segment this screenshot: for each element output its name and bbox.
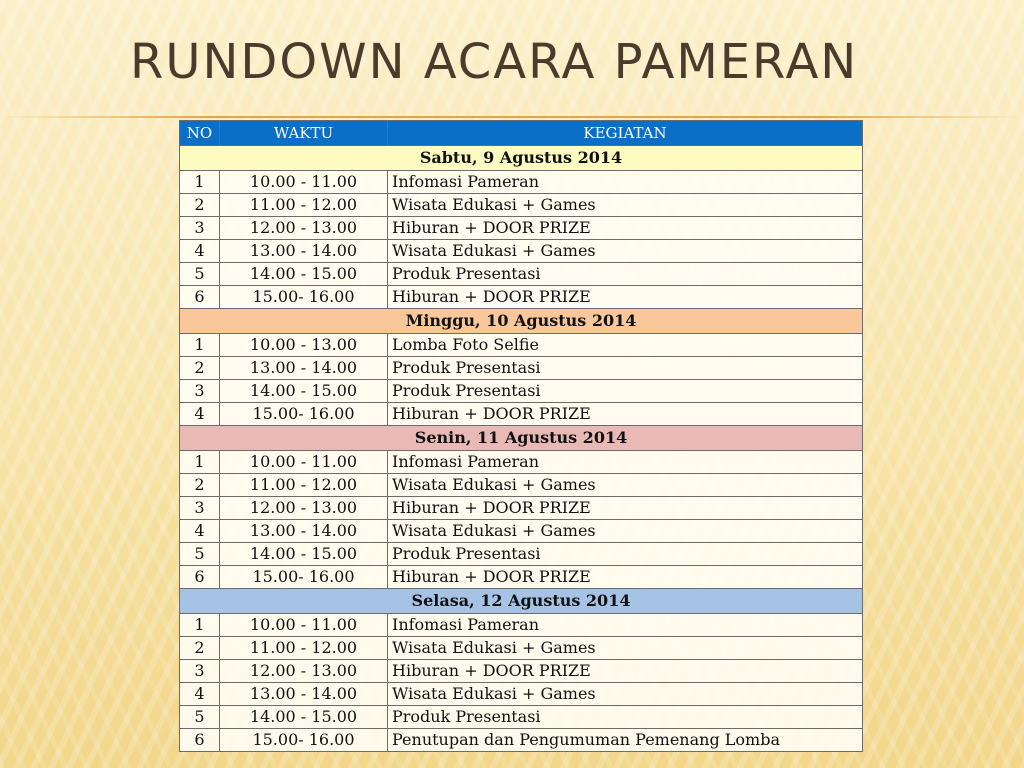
table-row	[180, 171, 863, 194]
day-label: Senin, 11 Agustus 2014	[180, 426, 863, 451]
row-waktu: 14.00 - 15.00	[220, 263, 388, 286]
day-label: Minggu, 10 Agustus 2014	[180, 309, 863, 334]
day-header-row	[180, 146, 863, 171]
table-row	[180, 403, 863, 426]
table-row	[180, 263, 863, 286]
table-row	[180, 194, 863, 217]
row-kegiatan: Hiburan + DOOR PRIZE	[388, 497, 863, 520]
row-waktu: 10.00 - 11.00	[220, 171, 388, 194]
row-kegiatan: Wisata Edukasi + Games	[388, 520, 863, 543]
row-no: 2	[180, 637, 220, 660]
table-row	[180, 566, 863, 589]
row-no: 3	[180, 497, 220, 520]
row-kegiatan: Hiburan + DOOR PRIZE	[388, 217, 863, 240]
row-no: 4	[180, 520, 220, 543]
row-kegiatan: Wisata Edukasi + Games	[388, 194, 863, 217]
row-kegiatan: Hiburan + DOOR PRIZE	[388, 286, 863, 309]
row-kegiatan: Wisata Edukasi + Games	[388, 240, 863, 263]
row-waktu: 15.00- 16.00	[220, 566, 388, 589]
row-no: 1	[180, 171, 220, 194]
row-no: 5	[180, 706, 220, 729]
row-kegiatan: Produk Presentasi	[388, 543, 863, 566]
table-body	[180, 146, 863, 752]
table-row	[180, 451, 863, 474]
row-kegiatan: Wisata Edukasi + Games	[388, 474, 863, 497]
table-row	[180, 497, 863, 520]
table-row	[180, 683, 863, 706]
row-waktu: 12.00 - 13.00	[220, 660, 388, 683]
day-label: Selasa, 12 Agustus 2014	[180, 589, 863, 614]
row-no: 5	[180, 263, 220, 286]
row-waktu: 12.00 - 13.00	[220, 497, 388, 520]
row-waktu: 13.00 - 14.00	[220, 683, 388, 706]
row-waktu: 14.00 - 15.00	[220, 706, 388, 729]
row-kegiatan: Produk Presentasi	[388, 706, 863, 729]
row-waktu: 11.00 - 12.00	[220, 194, 388, 217]
row-waktu: 11.00 - 12.00	[220, 474, 388, 497]
table-row	[180, 660, 863, 683]
row-no: 4	[180, 403, 220, 426]
table-row	[180, 520, 863, 543]
header-kegiatan: KEGIATAN	[388, 121, 863, 146]
row-no: 3	[180, 217, 220, 240]
row-kegiatan: Lomba Foto Selfie	[388, 334, 863, 357]
table-row	[180, 380, 863, 403]
table-row	[180, 217, 863, 240]
table-row	[180, 706, 863, 729]
row-no: 6	[180, 286, 220, 309]
row-waktu: 15.00- 16.00	[220, 729, 388, 752]
row-no: 6	[180, 566, 220, 589]
row-kegiatan: Produk Presentasi	[388, 380, 863, 403]
table-row	[180, 637, 863, 660]
row-waktu: 13.00 - 14.00	[220, 520, 388, 543]
day-header-row	[180, 426, 863, 451]
day-header-row	[180, 309, 863, 334]
row-no: 1	[180, 334, 220, 357]
table-row	[180, 357, 863, 380]
table-row	[180, 286, 863, 309]
row-no: 2	[180, 357, 220, 380]
table-row	[180, 614, 863, 637]
page-title: RUNDOWN ACARA PAMERAN	[130, 34, 859, 90]
row-waktu: 12.00 - 13.00	[220, 217, 388, 240]
row-waktu: 10.00 - 11.00	[220, 614, 388, 637]
row-waktu: 15.00- 16.00	[220, 286, 388, 309]
table-header	[180, 121, 863, 146]
row-kegiatan: Infomasi Pameran	[388, 614, 863, 637]
row-waktu: 13.00 - 14.00	[220, 240, 388, 263]
schedule-table	[179, 120, 863, 752]
row-waktu: 10.00 - 13.00	[220, 334, 388, 357]
row-kegiatan: Hiburan + DOOR PRIZE	[388, 566, 863, 589]
row-no: 2	[180, 474, 220, 497]
row-kegiatan: Hiburan + DOOR PRIZE	[388, 660, 863, 683]
row-kegiatan: Wisata Edukasi + Games	[388, 637, 863, 660]
table-row	[180, 474, 863, 497]
day-header-row	[180, 589, 863, 614]
row-kegiatan: Hiburan + DOOR PRIZE	[388, 403, 863, 426]
table-row	[180, 334, 863, 357]
table-row	[180, 543, 863, 566]
row-no: 3	[180, 380, 220, 403]
header-no: NO	[180, 121, 220, 146]
row-kegiatan: Infomasi Pameran	[388, 171, 863, 194]
row-no: 5	[180, 543, 220, 566]
row-no: 6	[180, 729, 220, 752]
row-no: 1	[180, 451, 220, 474]
row-waktu: 10.00 - 11.00	[220, 451, 388, 474]
row-kegiatan: Wisata Edukasi + Games	[388, 683, 863, 706]
row-no: 2	[180, 194, 220, 217]
row-no: 4	[180, 683, 220, 706]
title-divider	[0, 116, 1024, 118]
row-waktu: 11.00 - 12.00	[220, 637, 388, 660]
table-row	[180, 240, 863, 263]
row-waktu: 15.00- 16.00	[220, 403, 388, 426]
row-no: 1	[180, 614, 220, 637]
table-row	[180, 729, 863, 752]
header-row	[180, 121, 863, 146]
row-waktu: 14.00 - 15.00	[220, 543, 388, 566]
day-label: Sabtu, 9 Agustus 2014	[180, 146, 863, 171]
row-no: 3	[180, 660, 220, 683]
row-waktu: 13.00 - 14.00	[220, 357, 388, 380]
row-kegiatan: Produk Presentasi	[388, 357, 863, 380]
header-waktu: WAKTU	[220, 121, 388, 146]
row-waktu: 14.00 - 15.00	[220, 380, 388, 403]
row-kegiatan: Penutupan dan Pengumuman Pemenang Lomba	[388, 729, 863, 752]
row-no: 4	[180, 240, 220, 263]
row-kegiatan: Produk Presentasi	[388, 263, 863, 286]
row-kegiatan: Infomasi Pameran	[388, 451, 863, 474]
